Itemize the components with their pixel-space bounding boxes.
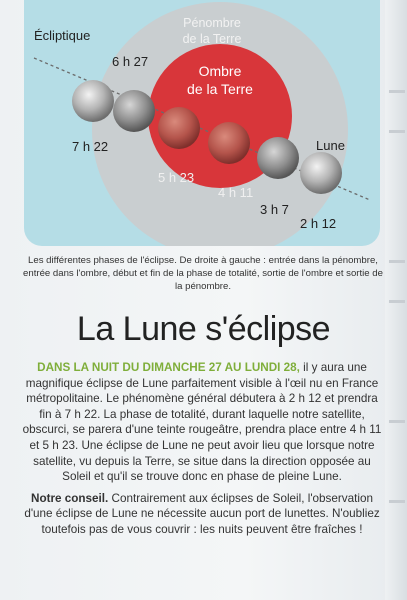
moon-0212 [300,152,342,194]
time-0212: 2 h 12 [300,216,337,231]
time-0722: 7 h 22 [72,139,109,154]
paragraph-advice [22,491,382,538]
article-body [22,360,382,544]
moon-0722 [72,80,114,122]
paragraph-lead: DANS LA NUIT DU DIMANCHE 27 AU LUNDI 28, [37,361,300,374]
moon-0627 [113,90,155,132]
penumbra-label-1: Pénombre [183,16,241,30]
eclipse-diagram-svg [24,0,380,246]
moon-0411 [208,122,250,164]
advice-text: Contrairement aux éclipses de Soleil, l'observation d'une éclipse de Lune ne nécessite aucun port de lunettes. N'oubliez toutefois pas de vous couvrir : les nuits peuvent être fraîches ! [24,491,380,536]
moon-0523 [158,107,200,149]
paragraph-main [22,360,382,485]
time-0307: 3 h 7 [260,202,289,217]
advice-label: Notre conseil. [31,491,109,505]
moon-label: Lune [316,138,345,153]
adjacent-page-edge [385,0,407,600]
umbra-label-2: de la Terre [187,81,253,97]
moon-0307 [257,137,299,179]
time-0411: 4 h 11 [218,185,254,200]
umbra-label-1: Ombre [198,63,242,79]
ecliptic-label: Écliptique [34,28,91,43]
diagram-caption: Les différentes phases de l'éclipse. De droite à gauche : entrée dans la pénombre, entrée dans l'ombre, début et fin de la phase de totalité, sortie de l'ombre et sortie de la pénombre. [23,255,383,292]
time-0627: 6 h 27 [112,54,149,69]
penumbra-label-2: de la Terre [182,32,242,46]
paragraph-main-text: il y aura une magnifique éclipse de Lune parfaitement visible à l'œil nu en France métropolitaine. Le phénomène général débutera à 2 h 12 et prendra fin à 7 h 22. La phase de totalité, durant laquelle notre satellite, obscurci, se parera d'une teinte rougeâtre, prendra place entre 4 h 11 et 5 h 23. Une éclipse de Lune ne peut avoir lieu que lorsque notre satellite, vu depuis la Terre, se situe dans la direction opposée au Soleil et qu'il se trouve donc en phase de pleine Lune. [22,361,382,484]
time-0523: 5 h 23 [158,170,195,185]
eclipse-diagram [24,0,380,246]
article-headline: La Lune s'éclipse [76,310,331,348]
